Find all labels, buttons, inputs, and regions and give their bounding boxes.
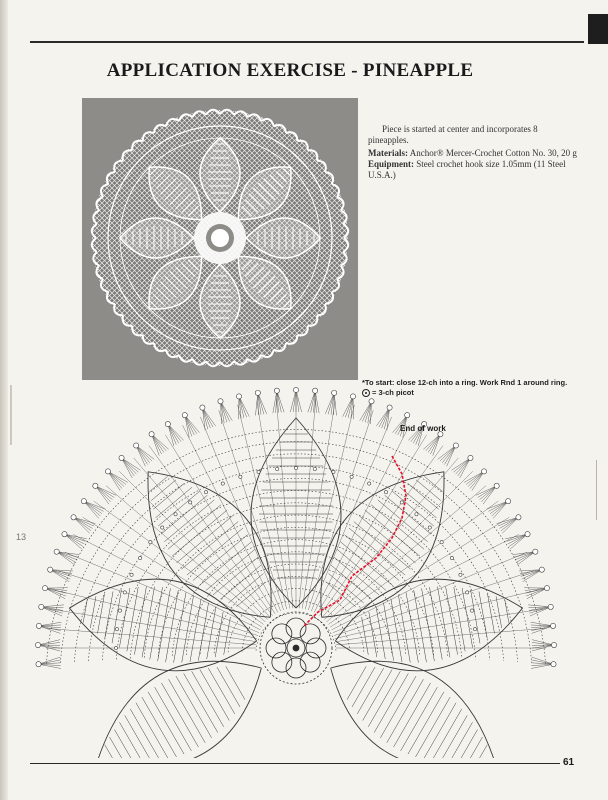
materials-text: Anchor® Mercer-Crochet Cotton No. 30, 20 g (409, 148, 577, 158)
pineapple-outline (97, 661, 262, 758)
footer-rule (30, 763, 560, 764)
equipment-line (368, 159, 580, 181)
doily-photo (82, 98, 358, 380)
margin-number: 13 (16, 532, 27, 542)
pattern-description (368, 124, 580, 181)
intro-text: Piece is started at center and incorporates 8 pineapples. (368, 124, 538, 145)
end-of-work-path (304, 456, 406, 626)
end-of-work-label: End of work (400, 424, 446, 433)
pineapple-outline (148, 472, 271, 618)
crochet-chart (0, 386, 608, 758)
equipment-label: Equipment: (368, 159, 415, 169)
page-title: APPLICATION EXERCISE - PINEAPPLE (106, 60, 474, 81)
pineapple-outline (331, 661, 496, 758)
start-note: *To start: close 12-ch into a ring. Work Rnd 1 around ring. (362, 378, 568, 387)
equipment-text: Steel crochet hook size 1.05mm (11 Steel U.S.A.) (368, 159, 566, 180)
spine-shadow (10, 385, 12, 445)
header-rule (30, 41, 584, 43)
pineapple-outline (321, 472, 444, 618)
page-corner-tab (588, 14, 608, 44)
picot-legend: = 3-ch picot (372, 388, 414, 397)
materials-line (368, 148, 580, 159)
page-number: 61 (563, 757, 575, 768)
materials-label: Materials: (368, 148, 408, 158)
edge-mark (596, 460, 597, 520)
